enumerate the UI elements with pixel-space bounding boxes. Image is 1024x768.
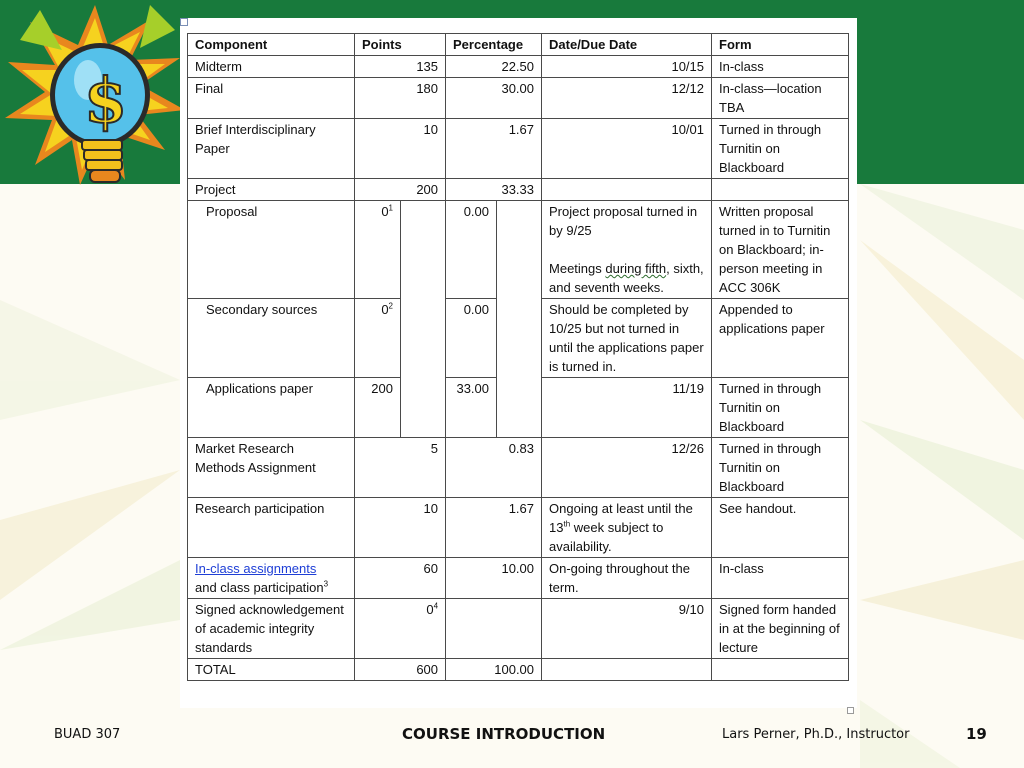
footer-title: COURSE INTRODUCTION bbox=[402, 725, 606, 743]
cell-points: $0^4$ bbox=[355, 599, 446, 659]
cell-percentage: 30.00 bbox=[446, 78, 542, 119]
cell-form: See handout. bbox=[712, 498, 849, 558]
cell-percentage: 22.50 bbox=[446, 56, 542, 78]
grading-table bbox=[187, 33, 849, 681]
cell-points: $0^2$ bbox=[355, 299, 401, 378]
cell-percentage: 10.00 bbox=[446, 558, 542, 599]
cell-form: Appended to applications paper bbox=[712, 299, 849, 378]
cell-percentage: 0.83 bbox=[446, 438, 542, 498]
cell-date bbox=[542, 659, 712, 681]
header-percentage: Percentage bbox=[446, 34, 542, 56]
table-resize-handle[interactable] bbox=[847, 707, 854, 714]
table-row bbox=[188, 558, 849, 599]
cell-component: TOTAL bbox=[188, 659, 355, 681]
cell-points: 200 bbox=[355, 179, 446, 201]
cell-component: In-class assignments and class participation$^3$ bbox=[188, 558, 355, 599]
cell-form: Turned in through Turnitin on Blackboard bbox=[712, 119, 849, 179]
cell-date: Should be completed by 10/25 but not turned in until the applications paper is turned in. bbox=[542, 299, 712, 378]
slide-number: 19 bbox=[966, 725, 987, 743]
header-component: Component bbox=[188, 34, 355, 56]
cell-percentage-spacer bbox=[497, 201, 542, 438]
cell-points: 600 bbox=[355, 659, 446, 681]
header-points: Points bbox=[355, 34, 446, 56]
table-header-row bbox=[188, 34, 849, 56]
table-move-handle[interactable] bbox=[180, 18, 188, 26]
cell-date: 10/15 bbox=[542, 56, 712, 78]
header-date: Date/Due Date bbox=[542, 34, 712, 56]
cell-points: 60 bbox=[355, 558, 446, 599]
cell-date bbox=[542, 179, 712, 201]
table-row bbox=[188, 56, 849, 78]
cell-component: Project bbox=[188, 179, 355, 201]
cell-percentage: 33.33 bbox=[446, 179, 542, 201]
cell-points: 10 bbox=[355, 498, 446, 558]
table-row bbox=[188, 119, 849, 179]
table-row bbox=[188, 78, 849, 119]
footer-course: BUAD 307 bbox=[54, 727, 121, 742]
table-row bbox=[188, 659, 849, 681]
cell-component: Market Research Methods Assignment bbox=[188, 438, 355, 498]
svg-text:$: $ bbox=[84, 64, 128, 137]
cell-percentage: 0.00 bbox=[446, 201, 497, 299]
cell-points: 200 bbox=[355, 378, 401, 438]
cell-form: In-class bbox=[712, 558, 849, 599]
cell-form bbox=[712, 179, 849, 201]
cell-component: Midterm bbox=[188, 56, 355, 78]
cell-component: Brief Interdisciplinary Paper bbox=[188, 119, 355, 179]
cell-percentage: 1.67 bbox=[446, 498, 542, 558]
cell-form: In-class—location TBA bbox=[712, 78, 849, 119]
cell-points: 5 bbox=[355, 438, 446, 498]
cell-form: Signed form handed in at the beginning of lecture bbox=[712, 599, 849, 659]
table-row bbox=[188, 201, 849, 299]
cell-percentage bbox=[446, 599, 542, 659]
cell-date: On-going throughout the term. bbox=[542, 558, 712, 599]
cell-percentage: 0.00 bbox=[446, 299, 497, 378]
cell-form: In-class bbox=[712, 56, 849, 78]
cell-points: 10 bbox=[355, 119, 446, 179]
cell-date: 11/19 bbox=[542, 378, 712, 438]
cell-form: Turned in through Turnitin on Blackboard bbox=[712, 378, 849, 438]
cell-component: Secondary sources bbox=[188, 299, 355, 378]
cell-points-spacer bbox=[401, 201, 446, 438]
cell-percentage: 100.00 bbox=[446, 659, 542, 681]
table-row bbox=[188, 599, 849, 659]
cell-date: 9/10 bbox=[542, 599, 712, 659]
cell-date: 12/26 bbox=[542, 438, 712, 498]
cell-date: 10/01 bbox=[542, 119, 712, 179]
table-row bbox=[188, 438, 849, 498]
footer-instructor: Lars Perner, Ph.D., Instructor bbox=[722, 727, 910, 742]
cell-component: Research participation bbox=[188, 498, 355, 558]
cell-percentage: 1.67 bbox=[446, 119, 542, 179]
cell-points: 180 bbox=[355, 78, 446, 119]
cell-date: Project proposal turned in by 9/25 Meetings during fifth, sixth, and seventh weeks. bbox=[542, 201, 712, 299]
table-row bbox=[188, 179, 849, 201]
cell-component: Applications paper bbox=[188, 378, 355, 438]
cell-points: 135 bbox=[355, 56, 446, 78]
cell-percentage: 33.00 bbox=[446, 378, 497, 438]
cell-form: Written proposal turned in to Turnitin on Blackboard; in-person meeting in ACC 306K bbox=[712, 201, 849, 299]
table-row bbox=[188, 498, 849, 558]
lightbulb-dollar-icon bbox=[0, 0, 190, 215]
in-class-assignments-link[interactable]: In-class assignments bbox=[195, 561, 317, 576]
cell-component: Proposal bbox=[188, 201, 355, 299]
cell-points: $0^1$ bbox=[355, 201, 401, 299]
cell-date: Ongoing at least until the 13th week subject to availability. bbox=[542, 498, 712, 558]
cell-date: 12/12 bbox=[542, 78, 712, 119]
cell-form bbox=[712, 659, 849, 681]
cell-component: Signed acknowledgement of academic integrity standards bbox=[188, 599, 355, 659]
cell-component: Final bbox=[188, 78, 355, 119]
cell-form: Turned in through Turnitin on Blackboard bbox=[712, 438, 849, 498]
header-form: Form bbox=[712, 34, 849, 56]
